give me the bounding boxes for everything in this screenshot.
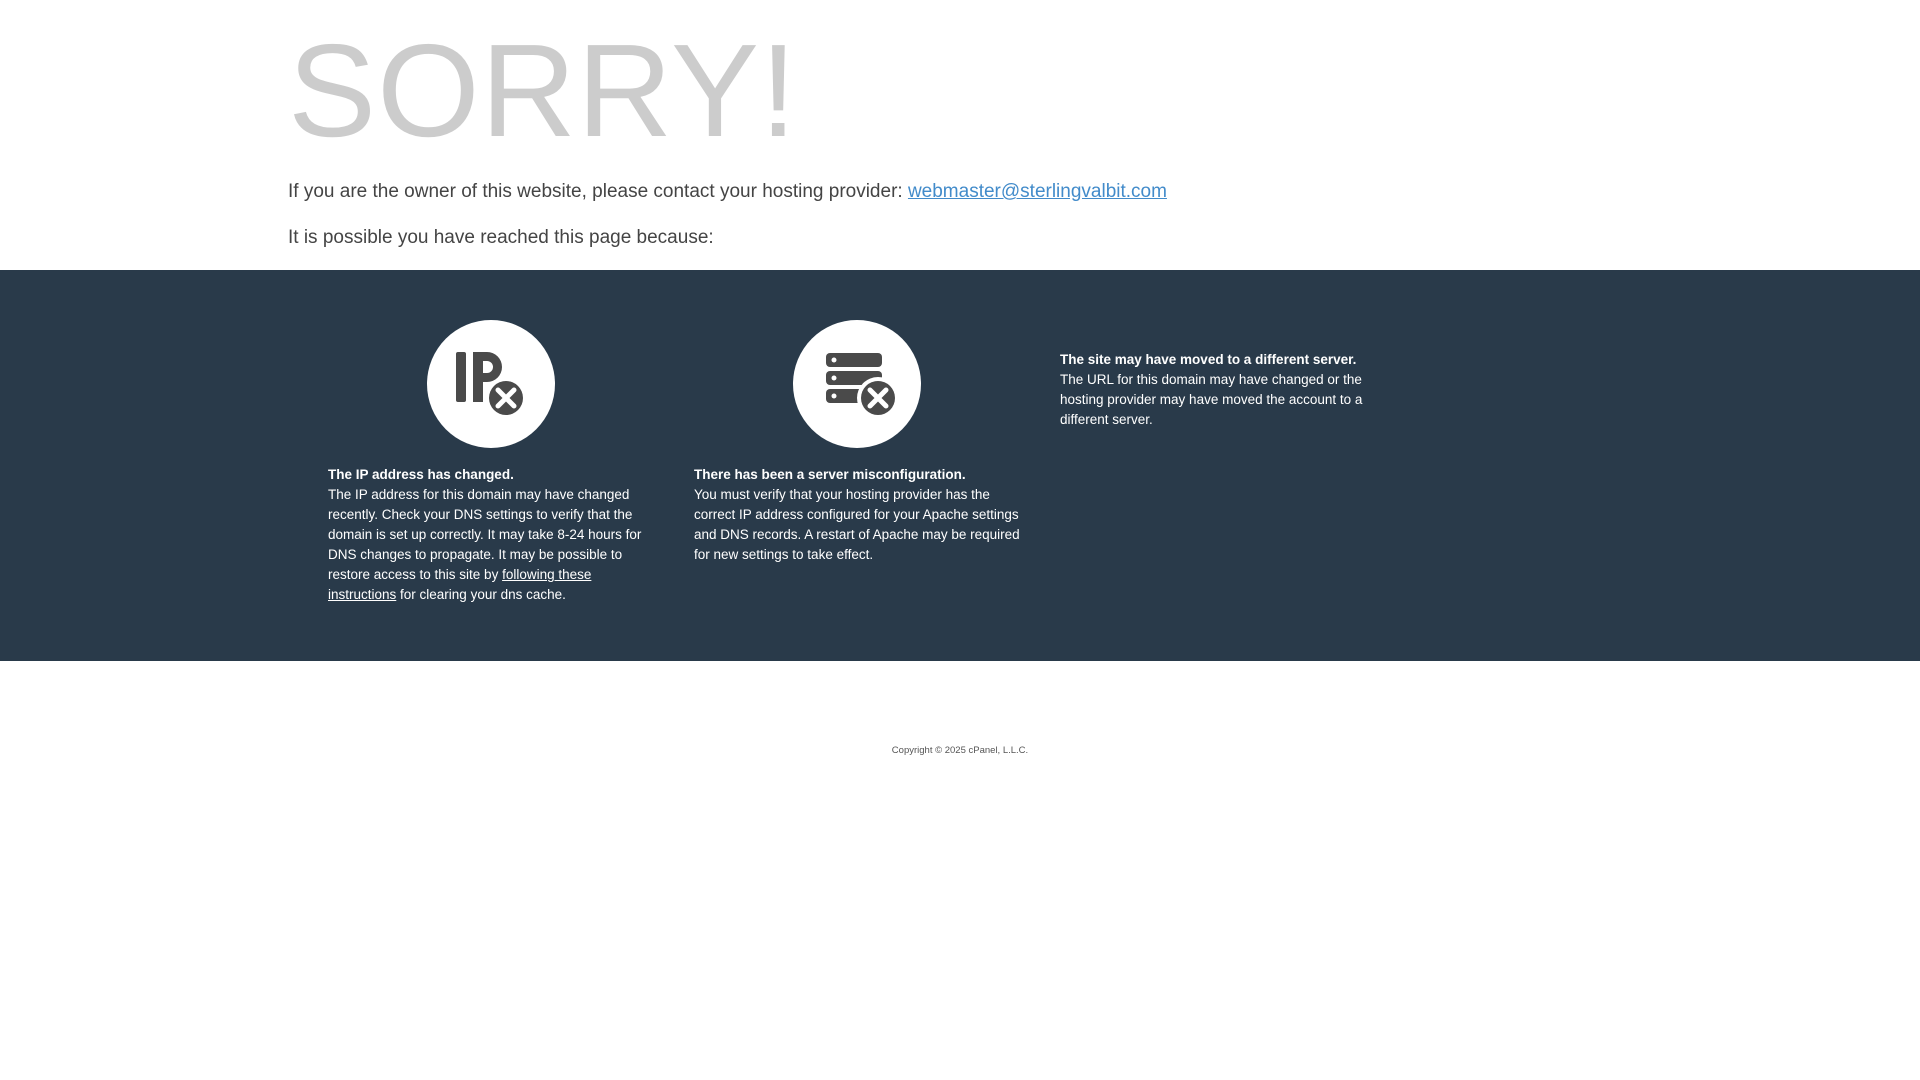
reason-site-moved <box>1060 350 1390 430</box>
reason-body-text-end: for clearing your dns cache. <box>396 587 566 602</box>
reason-body: You must verify that your hosting provider has the correct IP address configured for your Apache settings and DNS records. A restart of Apache may be required for new settings to take effect. <box>694 487 1020 562</box>
reason-intro: It is possible you have reached this page because: <box>288 227 714 248</box>
footer-copyright: Copyright © 2025 cPanel, L.L.C. <box>891 745 1029 756</box>
reason-server-misconfiguration <box>694 320 1024 565</box>
header-section <box>0 0 1920 270</box>
ip-error-icon <box>427 320 555 448</box>
reason-heading: The site may have moved to a different server. <box>1060 352 1357 367</box>
page-title: SORRY! <box>288 17 798 164</box>
reason-ip-changed <box>328 320 658 605</box>
contact-text: If you are the owner of this website, please contact your hosting provider: <box>288 181 908 202</box>
reason-body-text: The IP address for this domain may have changed recently. Check your DNS settings to verify that the domain is set up correctly. It may take 8-24 hours for DNS changes to propagate. It may be possible to restore access to this site by <box>328 487 642 582</box>
reason-heading: The IP address has changed. <box>328 467 514 482</box>
contact-email-link[interactable]: webmaster@sterlingvalbit.com <box>907 181 1167 202</box>
server-error-icon <box>793 320 921 448</box>
reason-body: The URL for this domain may have changed or the hosting provider may have moved the account to a different server. <box>1060 372 1363 427</box>
reasons-band <box>0 270 1920 661</box>
reason-heading: There has been a server misconfiguration. <box>694 467 966 482</box>
dns-instructions-link[interactable]: following these instructions <box>328 567 592 602</box>
contact-line <box>288 180 1167 204</box>
reason-body <box>328 485 658 605</box>
